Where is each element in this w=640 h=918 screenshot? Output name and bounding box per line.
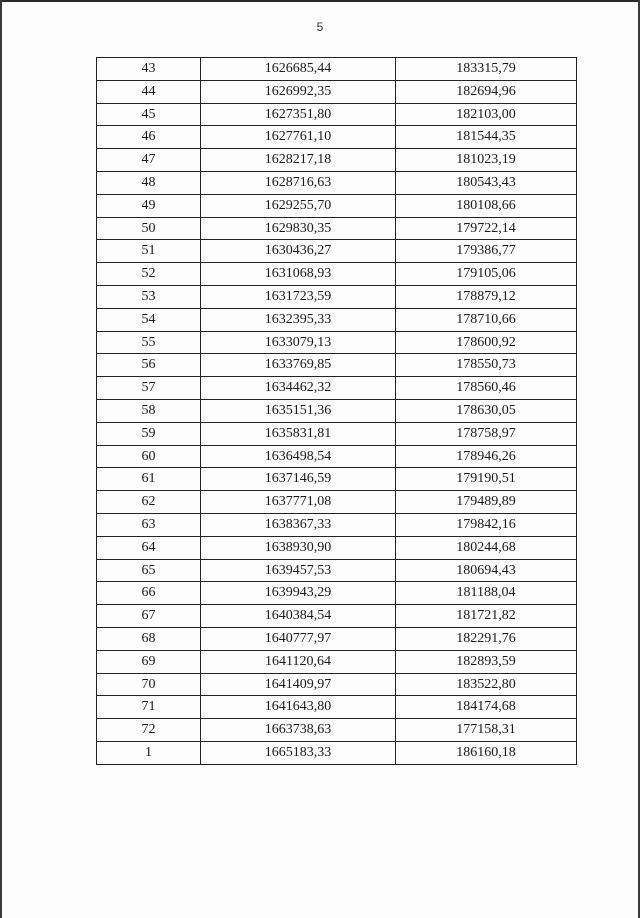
y-coordinate-cell: 182694,96 — [396, 80, 577, 103]
y-coordinate-cell: 178758,97 — [396, 422, 577, 445]
table-row — [97, 331, 577, 354]
point-number-cell: 57 — [97, 377, 201, 400]
point-number-cell: 69 — [97, 650, 201, 673]
point-number-cell: 58 — [97, 399, 201, 422]
table-row — [97, 582, 577, 605]
table-row — [97, 126, 577, 149]
y-coordinate-cell: 179190,51 — [396, 468, 577, 491]
x-coordinate-cell: 1627761,10 — [201, 126, 396, 149]
x-coordinate-cell: 1635151,36 — [201, 399, 396, 422]
table-row — [97, 263, 577, 286]
x-coordinate-cell: 1665183,33 — [201, 741, 396, 764]
table-row — [97, 719, 577, 742]
table-row — [97, 308, 577, 331]
y-coordinate-cell: 181188,04 — [396, 582, 577, 605]
x-coordinate-cell: 1634462,32 — [201, 377, 396, 400]
table-row — [97, 80, 577, 103]
y-coordinate-cell: 179722,14 — [396, 217, 577, 240]
y-coordinate-cell: 179842,16 — [396, 513, 577, 536]
x-coordinate-cell: 1641409,97 — [201, 673, 396, 696]
table-row — [97, 559, 577, 582]
table-row — [97, 149, 577, 172]
y-coordinate-cell: 181544,35 — [396, 126, 577, 149]
y-coordinate-cell: 180543,43 — [396, 171, 577, 194]
table-row — [97, 194, 577, 217]
point-number-cell: 48 — [97, 171, 201, 194]
table-row — [97, 468, 577, 491]
table-row — [97, 536, 577, 559]
point-number-cell: 70 — [97, 673, 201, 696]
point-number-cell: 51 — [97, 240, 201, 263]
coordinates-table-body — [97, 58, 577, 765]
y-coordinate-cell: 178879,12 — [396, 285, 577, 308]
x-coordinate-cell: 1633079,13 — [201, 331, 396, 354]
x-coordinate-cell: 1635831,81 — [201, 422, 396, 445]
point-number-cell: 59 — [97, 422, 201, 445]
table-row — [97, 627, 577, 650]
table-row — [97, 58, 577, 81]
point-number-cell: 46 — [97, 126, 201, 149]
point-number-cell: 71 — [97, 696, 201, 719]
x-coordinate-cell: 1629830,35 — [201, 217, 396, 240]
coordinates-table — [96, 57, 577, 765]
table-row — [97, 513, 577, 536]
x-coordinate-cell: 1628716,63 — [201, 171, 396, 194]
y-coordinate-cell: 182291,76 — [396, 627, 577, 650]
point-number-cell: 43 — [97, 58, 201, 81]
x-coordinate-cell: 1626992,35 — [201, 80, 396, 103]
table-row — [97, 240, 577, 263]
y-coordinate-cell: 179386,77 — [396, 240, 577, 263]
x-coordinate-cell: 1638930,90 — [201, 536, 396, 559]
table-row — [97, 650, 577, 673]
point-number-cell: 61 — [97, 468, 201, 491]
table-row — [97, 354, 577, 377]
y-coordinate-cell: 177158,31 — [396, 719, 577, 742]
y-coordinate-cell: 178550,73 — [396, 354, 577, 377]
point-number-cell: 66 — [97, 582, 201, 605]
y-coordinate-cell: 183522,80 — [396, 673, 577, 696]
x-coordinate-cell: 1630436,27 — [201, 240, 396, 263]
table-row — [97, 491, 577, 514]
x-coordinate-cell: 1663738,63 — [201, 719, 396, 742]
y-coordinate-cell: 178600,92 — [396, 331, 577, 354]
point-number-cell: 60 — [97, 445, 201, 468]
point-number-cell: 45 — [97, 103, 201, 126]
point-number-cell: 49 — [97, 194, 201, 217]
point-number-cell: 52 — [97, 263, 201, 286]
table-row — [97, 422, 577, 445]
point-number-cell: 54 — [97, 308, 201, 331]
x-coordinate-cell: 1640384,54 — [201, 605, 396, 628]
point-number-cell: 63 — [97, 513, 201, 536]
x-coordinate-cell: 1626685,44 — [201, 58, 396, 81]
point-number-cell: 65 — [97, 559, 201, 582]
table-row — [97, 285, 577, 308]
x-coordinate-cell: 1641120,64 — [201, 650, 396, 673]
point-number-cell: 50 — [97, 217, 201, 240]
x-coordinate-cell: 1639943,29 — [201, 582, 396, 605]
x-coordinate-cell: 1637146,59 — [201, 468, 396, 491]
x-coordinate-cell: 1632395,33 — [201, 308, 396, 331]
point-number-cell: 62 — [97, 491, 201, 514]
table-row — [97, 741, 577, 764]
y-coordinate-cell: 179489,89 — [396, 491, 577, 514]
table-row — [97, 605, 577, 628]
y-coordinate-cell: 181721,82 — [396, 605, 577, 628]
table-row — [97, 171, 577, 194]
point-number-cell: 53 — [97, 285, 201, 308]
point-number-cell: 1 — [97, 741, 201, 764]
y-coordinate-cell: 178560,46 — [396, 377, 577, 400]
y-coordinate-cell: 179105,06 — [396, 263, 577, 286]
point-number-cell: 72 — [97, 719, 201, 742]
point-number-cell: 55 — [97, 331, 201, 354]
y-coordinate-cell: 178630,05 — [396, 399, 577, 422]
table-row — [97, 377, 577, 400]
x-coordinate-cell: 1627351,80 — [201, 103, 396, 126]
page-edge-top — [0, 0, 640, 2]
x-coordinate-cell: 1631723,59 — [201, 285, 396, 308]
y-coordinate-cell: 186160,18 — [396, 741, 577, 764]
point-number-cell: 64 — [97, 536, 201, 559]
x-coordinate-cell: 1640777,97 — [201, 627, 396, 650]
y-coordinate-cell: 181023,19 — [396, 149, 577, 172]
point-number-cell: 56 — [97, 354, 201, 377]
y-coordinate-cell: 178710,66 — [396, 308, 577, 331]
y-coordinate-cell: 184174,68 — [396, 696, 577, 719]
x-coordinate-cell: 1631068,93 — [201, 263, 396, 286]
page-number: 5 — [316, 20, 324, 34]
y-coordinate-cell: 178946,26 — [396, 445, 577, 468]
x-coordinate-cell: 1639457,53 — [201, 559, 396, 582]
point-number-cell: 67 — [97, 605, 201, 628]
y-coordinate-cell: 183315,79 — [396, 58, 577, 81]
x-coordinate-cell: 1641643,80 — [201, 696, 396, 719]
table-row — [97, 217, 577, 240]
x-coordinate-cell: 1636498,54 — [201, 445, 396, 468]
point-number-cell: 44 — [97, 80, 201, 103]
x-coordinate-cell: 1629255,70 — [201, 194, 396, 217]
y-coordinate-cell: 180108,66 — [396, 194, 577, 217]
point-number-cell: 68 — [97, 627, 201, 650]
table-row — [97, 103, 577, 126]
y-coordinate-cell: 180244,68 — [396, 536, 577, 559]
y-coordinate-cell: 182893,59 — [396, 650, 577, 673]
page-edge-left — [0, 0, 2, 918]
table-row — [97, 399, 577, 422]
y-coordinate-cell: 182103,00 — [396, 103, 577, 126]
table-row — [97, 445, 577, 468]
table-row — [97, 696, 577, 719]
x-coordinate-cell: 1628217,18 — [201, 149, 396, 172]
x-coordinate-cell: 1638367,33 — [201, 513, 396, 536]
y-coordinate-cell: 180694,43 — [396, 559, 577, 582]
x-coordinate-cell: 1637771,08 — [201, 491, 396, 514]
table-row — [97, 673, 577, 696]
point-number-cell: 47 — [97, 149, 201, 172]
x-coordinate-cell: 1633769,85 — [201, 354, 396, 377]
